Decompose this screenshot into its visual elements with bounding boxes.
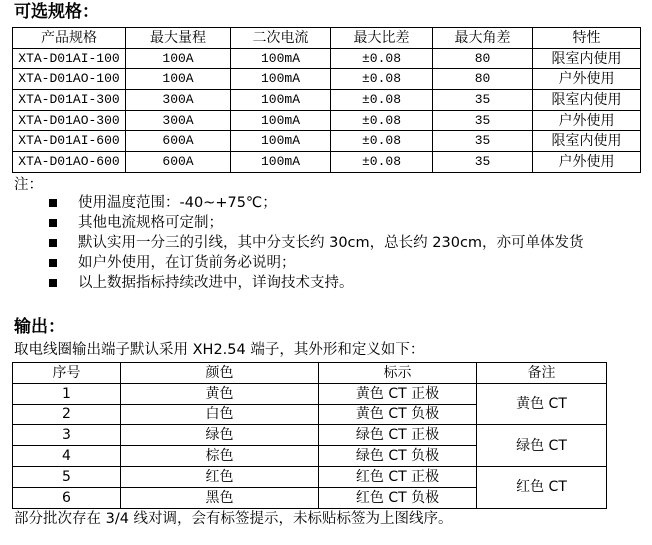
cell-max-ratio-error: ±0.08 — [331, 110, 433, 131]
cell-max-range: 100A — [126, 48, 231, 69]
note-text: 其他电流规格可定制； — [78, 215, 223, 231]
output-table-row — [13, 466, 607, 487]
output-table-body — [13, 383, 607, 508]
header-max-phase-error: 最大角差 — [433, 28, 533, 49]
spec-table — [12, 27, 641, 173]
cell-max-phase-error: 35 — [433, 110, 533, 131]
header-remark: 备注 — [477, 363, 607, 384]
cell-max-range: 300A — [126, 110, 231, 131]
cell-color: 黄色 — [121, 383, 319, 404]
cell-max-range: 300A — [126, 90, 231, 111]
spec-table-header-row — [13, 28, 641, 49]
cell-label: 红色 CT 正极 — [319, 466, 477, 487]
note-item — [0, 253, 584, 273]
cell-feature: 限室内使用 — [533, 131, 641, 152]
notes-label: 注： — [14, 177, 43, 193]
cell-no: 1 — [13, 383, 121, 404]
header-model: 产品规格 — [13, 28, 126, 49]
notes-list — [0, 193, 584, 293]
cell-no: 5 — [13, 466, 121, 487]
cell-max-phase-error: 80 — [433, 48, 533, 69]
cell-feature: 户外使用 — [533, 110, 641, 131]
cell-color: 白色 — [121, 404, 319, 425]
cell-model: XTA-D01AI-100 — [13, 48, 126, 69]
cell-max-ratio-error: ±0.08 — [331, 90, 433, 111]
bullet-icon — [49, 219, 57, 227]
bullet-icon — [49, 199, 57, 207]
output-table-row — [13, 383, 607, 404]
note-item — [0, 273, 584, 293]
cell-label: 黄色 CT 正极 — [319, 383, 477, 404]
cell-label: 绿色 CT 正极 — [319, 425, 477, 446]
spec-table-row — [13, 110, 641, 131]
note-item — [0, 233, 584, 253]
cell-max-ratio-error: ±0.08 — [331, 131, 433, 152]
cell-no: 4 — [13, 446, 121, 467]
cell-feature: 限室内使用 — [533, 90, 641, 111]
cell-secondary-current: 100mA — [231, 152, 331, 173]
cell-feature: 限室内使用 — [533, 48, 641, 69]
cell-model: XTA-D01AO-600 — [13, 152, 126, 173]
cell-remark: 黄色 CT — [477, 383, 607, 425]
cell-label: 红色 CT 负极 — [319, 487, 477, 508]
cell-max-range: 100A — [126, 69, 231, 90]
output-intro: 取电线圈输出端子默认采用 XH2.54 端子，其外形和定义如下： — [14, 342, 425, 358]
output-section-title: 输出： — [14, 317, 65, 337]
cell-label: 黄色 CT 负极 — [319, 404, 477, 425]
header-max-range: 最大量程 — [126, 28, 231, 49]
spec-section-title: 可选规格： — [14, 2, 99, 22]
header-color: 颜色 — [121, 363, 319, 384]
cell-no: 3 — [13, 425, 121, 446]
header-no: 序号 — [13, 363, 121, 384]
cell-secondary-current: 100mA — [231, 48, 331, 69]
cell-secondary-current: 100mA — [231, 90, 331, 111]
cell-color: 红色 — [121, 466, 319, 487]
cell-max-phase-error: 35 — [433, 152, 533, 173]
cell-remark: 绿色 CT — [477, 425, 607, 467]
spec-table-row — [13, 90, 641, 111]
note-item — [0, 193, 584, 213]
cell-max-phase-error: 80 — [433, 69, 533, 90]
cell-secondary-current: 100mA — [231, 110, 331, 131]
cell-model: XTA-D01AO-100 — [13, 69, 126, 90]
note-text: 默认实用一分三的引线，其中分支长约 30cm，总长约 230cm，亦可单体发货 — [78, 235, 584, 251]
cell-max-phase-error: 35 — [433, 90, 533, 111]
output-table-header-row — [13, 363, 607, 384]
cell-remark: 红色 CT — [477, 466, 607, 508]
note-text: 使用温度范围：-40~+75℃； — [78, 195, 277, 211]
note-text: 以上数据指标持续改进中，详询技术支持。 — [78, 275, 354, 291]
cell-model: XTA-D01AO-300 — [13, 110, 126, 131]
header-secondary-current: 二次电流 — [231, 28, 331, 49]
bullet-icon — [49, 259, 57, 267]
cell-max-ratio-error: ±0.08 — [331, 152, 433, 173]
cell-max-ratio-error: ±0.08 — [331, 48, 433, 69]
cell-model: XTA-D01AI-300 — [13, 90, 126, 111]
note-text: 如户外使用，在订货前务必说明； — [78, 255, 296, 271]
cell-max-range: 600A — [126, 131, 231, 152]
cell-model: XTA-D01AI-600 — [13, 131, 126, 152]
header-feature: 特性 — [533, 28, 641, 49]
cell-secondary-current: 100mA — [231, 131, 331, 152]
spec-table-row — [13, 48, 641, 69]
output-footer-note: 部分批次存在 3/4 线对调，会有标签提示，未标贴标签为上图线序。 — [14, 511, 453, 527]
bullet-icon — [49, 239, 57, 247]
cell-feature: 户外使用 — [533, 152, 641, 173]
cell-no: 6 — [13, 487, 121, 508]
spec-table-row — [13, 131, 641, 152]
output-table — [12, 362, 607, 509]
output-table-row — [13, 425, 607, 446]
cell-color: 黑色 — [121, 487, 319, 508]
cell-color: 绿色 — [121, 425, 319, 446]
cell-no: 2 — [13, 404, 121, 425]
cell-color: 棕色 — [121, 446, 319, 467]
note-item — [0, 213, 584, 233]
spec-table-row — [13, 69, 641, 90]
spec-table-row — [13, 152, 641, 173]
cell-label: 绿色 CT 负极 — [319, 446, 477, 467]
header-max-ratio-error: 最大比差 — [331, 28, 433, 49]
cell-max-phase-error: 35 — [433, 131, 533, 152]
cell-feature: 户外使用 — [533, 69, 641, 90]
spec-table-body — [13, 48, 641, 172]
cell-max-range: 600A — [126, 152, 231, 173]
header-label: 标示 — [319, 363, 477, 384]
cell-max-ratio-error: ±0.08 — [331, 69, 433, 90]
cell-secondary-current: 100mA — [231, 69, 331, 90]
bullet-icon — [49, 279, 57, 287]
